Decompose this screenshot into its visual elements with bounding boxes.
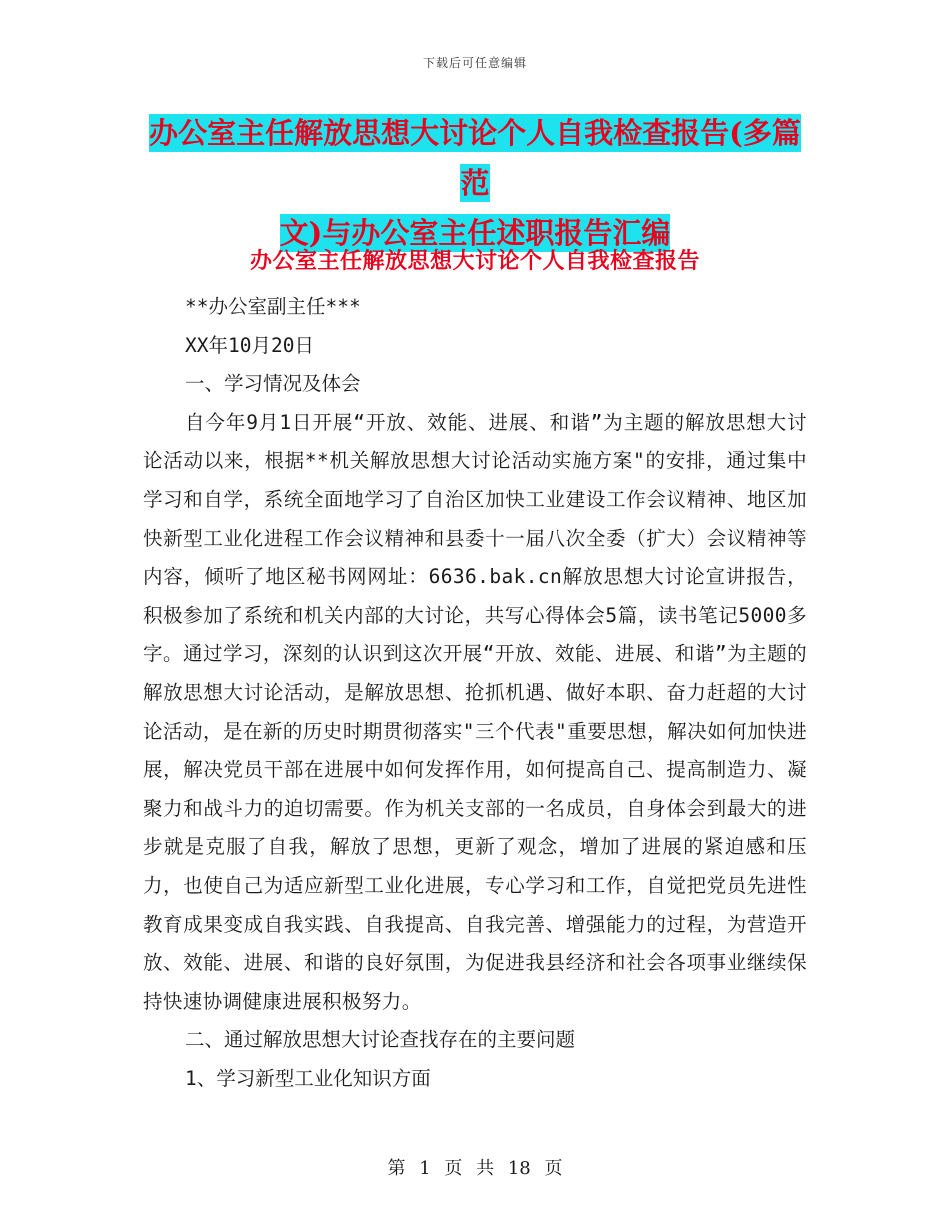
section-heading-1: 一、学习情况及体会 xyxy=(185,372,361,396)
section-title: 办公室主任解放思想大讨论个人自我检查报告 xyxy=(249,248,700,274)
document-title-line1: 办公室主任解放思想大讨论个人自我检查报告(多篇范 xyxy=(149,116,801,200)
page-number: 第 1 页 共 18 页 xyxy=(387,1158,563,1179)
section-heading-2: 二、通过解放思想大讨论查找存在的主要问题 xyxy=(185,1028,576,1052)
document-title xyxy=(140,108,810,258)
document-title-line2: 文)与办公室主任述职报告汇编 xyxy=(279,216,671,250)
author-line: **办公室副主任*** xyxy=(185,295,361,318)
header-note: 下载后可任意编辑 xyxy=(422,56,527,70)
list-item-1: 1、学习新型工业化知识方面 xyxy=(185,1066,431,1090)
body-paragraph: 自今年9月1日开展“开放、效能、进展、和谐”为主题的解放思想大讨论活动以来，根据**机关解放思想大讨论活动实施方案"的安排，通过集中学习和自学，系统全面地学习了自治区加快工业建设工作会议精神、地区加快新型工业化进程工作会议精神和县委十一届八次全委（扩大）会议精神等内容，倾听了地区秘书网网址：6636.bak.cn解放思想大讨论宣讲报告，积极参加了系统和机关内部的大讨论，共写心得体会5篇，读书笔记5000多字。通过学习，深刻的认识到这次开展“开放、效能、进展、和谐”为主题的解放思想大讨论活动，是解放思想、抢抓机遇、做好本职、奋力赶超的大讨论活动，是在新的历史时期贯彻落实"三个代表"重要思想，解决如何加快进展，解决党员干部在进展中如何发挥作用，如何提高自己、提高制造力、凝聚力和战斗力的迫切需要。作为机关支部的一名成员，自身体会到最大的进步就是克服了自我，解放了思想，更新了观念，增加了进展的紧迫感和压力，也使自己为适应新型工业化进展，专心学习和工作，自觉把党员先进性教育成果变成自我实践、自我提高、自我完善、增强能力的过程，为营造开放、效能、进展、和谐的良好氛围，为促进我县经济和社会各项事业继续保持快速协调健康进展积极努力。 xyxy=(143,410,807,1013)
document-body xyxy=(143,288,807,1098)
date-line: XX年10月20日 xyxy=(185,333,314,357)
